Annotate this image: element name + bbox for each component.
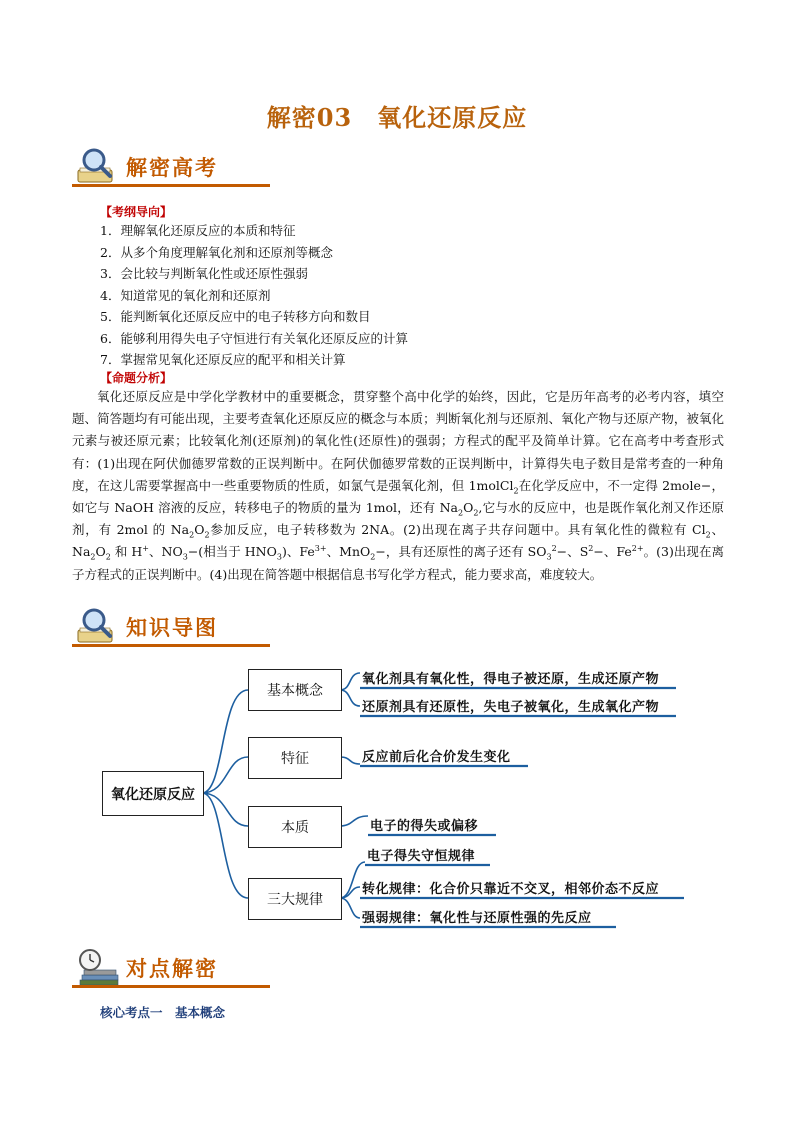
mindmap-leaf: 还原剂具有还原性，失电子被氧化，生成氧化产物 [362,700,660,715]
section-label-exam: 解密高考 [126,156,218,180]
list-item: 3．会比较与判断氧化性或还原性强弱 [100,266,308,281]
section-header-points [72,947,272,991]
analysis-paragraph: 氧化还原反应是中学化学教材中的重要概念，贯穿整个高中化学的始终，因此，它是历年高考的必考内容，填空题、简答题均有可能出现，主要考查氧化还原反应的概念与本质；判断氧化剂与还原剂、氧化产物与还原产物，被氧化元素与被还原元素；比较氧化剂(还原剂)的氧化性(还原性)的强弱；方程式的配平及简单计算。它在高考中考查形式有：(1)出现在阿伏伽德罗常数的正误判断中。在阿伏伽德罗常数的正误判断中，计算得失电子数目是常考查的一种角度，在这儿需要掌握高中一些重要物质的性质，如氯气是强氧化剂，但 1molCl$_2$在化学反应中，不一定得 2mole−，如它与 NaOH 溶液的反应，转移电子的物质的量为 1mol，还有 $Na_2O_2$,它与水的反应中，也是既作氧化剂又作还原剂，有 2mol 的 $Na_2O_2$参加反应，电子转移数为 2NA。(2)出现在离子共存问题中。具有氧化性的微粒有 $Cl_2$、$Na_2O_2$ 和 H+、$NO_3-$(相当于 $HNO_3$)、$Fe^{3+}$、MnO$_2$−，具有还原性的离子还有 $SO_3^2-$、$S^2-$、$Fe^{2+}$。(3)出现在离子方程式的正误判断中。(4)出现在简答题中根据信息书写化学方程式，能力要求高，难度较大。 [72,389,725,582]
mindmap-leaf: 转化规律：化合价只靠近不交叉，相邻价态不反应 [362,882,660,897]
mindmap-leaf: 电子得失守恒规律 [367,849,476,864]
list-item: 1．理解氧化还原反应的本质和特征 [100,223,296,238]
list-item: 5．能判断氧化还原反应中的电子转移方向和数目 [100,309,371,324]
mindmap-branch-concepts: 基本概念 [248,669,342,711]
mindmap-leaf: 电子的得失或偏移 [370,819,479,834]
syllabus-tag: 【考纲导向】 [100,205,173,219]
mindmap-root: 氧化还原反应 [102,771,204,816]
mindmap-leaf: 氧化剂具有氧化性，得电子被还原，生成还原产物 [362,672,660,687]
section-label-points: 对点解密 [126,957,218,981]
page-title: 解密03 氧化还原反应 [266,103,528,132]
analysis-tag: 【命题分析】 [100,371,173,385]
core-point-heading: 核心考点一 基本概念 [100,1005,226,1020]
mindmap-leaf: 强弱规律：氧化性与还原性强的先反应 [362,911,592,926]
list-item: 2．从多个角度理解氧化剂和还原剂等概念 [100,244,333,260]
list-item: 6．能够利用得失电子守恒进行有关氧化还原反应的计算 [100,330,408,346]
section-label-mindmap: 知识导图 [126,616,218,640]
mindmap-branch-rules: 三大规律 [248,878,342,920]
list-item: 4．知道常见的氧化剂和还原剂 [100,287,271,303]
mindmap-branch-essence: 本质 [248,806,342,848]
section-rule [72,985,270,988]
mindmap-leaf: 反应前后化合价发生变化 [362,750,511,765]
mindmap-branch-feature: 特征 [248,737,342,779]
list-item: 7．掌握常见氧化还原反应的配平和相关计算 [100,352,346,367]
